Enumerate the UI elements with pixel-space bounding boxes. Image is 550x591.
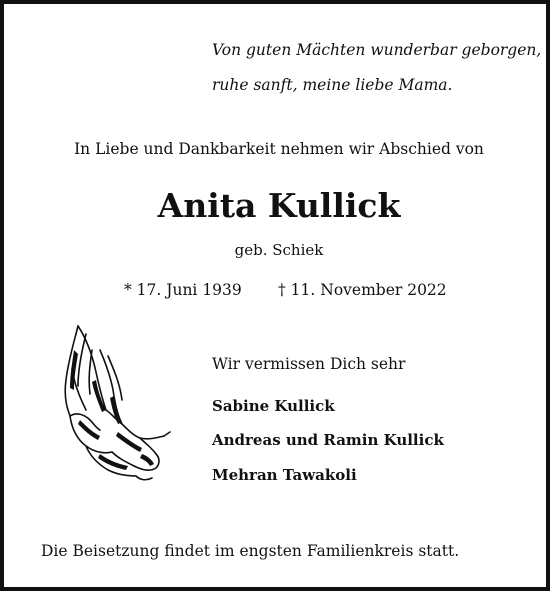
message-text: Wir vermissen Dich sehr	[212, 355, 406, 373]
praying-hands-icon	[56, 320, 176, 482]
birth-date: * 17. Juni 1939	[124, 281, 242, 299]
mourner-name: Sabine Kullick	[212, 397, 335, 415]
verse-line-2: ruhe sanft, meine liebe Mama.	[212, 76, 453, 94]
mourner-name: Andreas und Ramin Kullick	[212, 431, 444, 449]
deceased-name: Anita Kullick	[157, 186, 401, 225]
maiden-name: geb. Schiek	[234, 241, 324, 259]
death-date: † 11. November 2022	[278, 281, 447, 299]
verse-line-1: Von guten Mächten wunderbar geborgen,	[212, 41, 542, 59]
mourner-name: Mehran Tawakoli	[212, 466, 357, 484]
funeral-note: Die Beisetzung findet im engsten Familienkreis statt.	[41, 542, 460, 560]
intro-text: In Liebe und Dankbarkeit nehmen wir Abschied von	[74, 140, 484, 158]
